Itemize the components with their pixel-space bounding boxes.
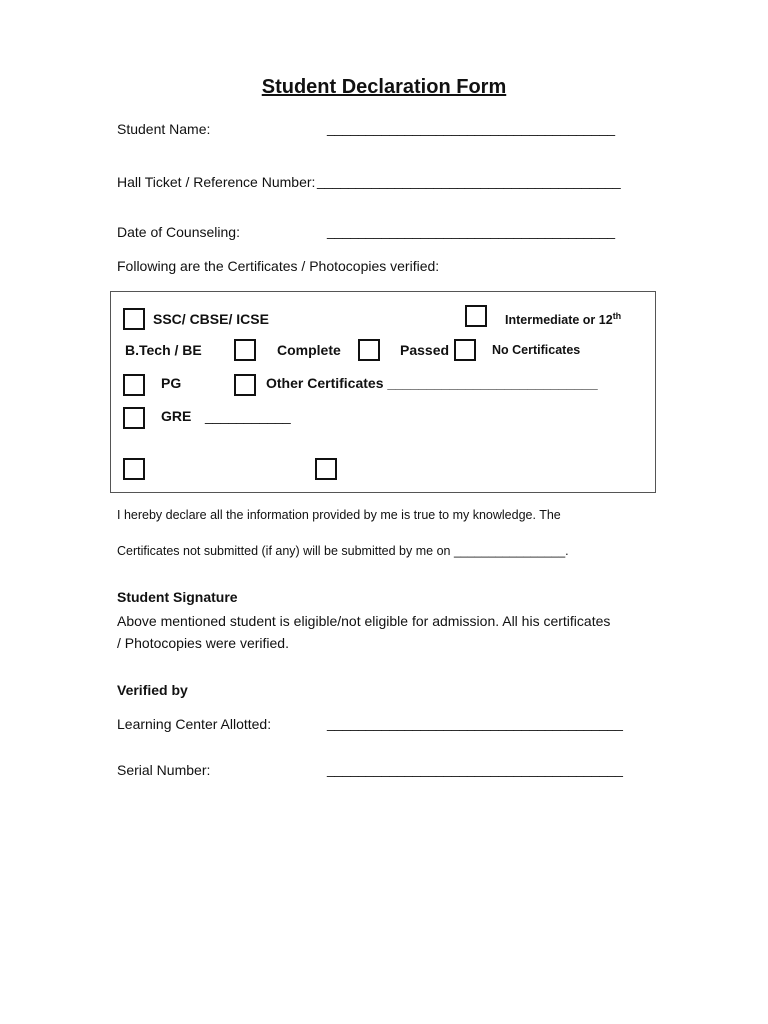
extra-checkbox-right[interactable] [315,458,337,480]
student-name-label: Student Name: [117,121,211,137]
serial-number-field[interactable]: ______________________________________ [327,761,623,777]
passed-checkbox[interactable] [454,339,476,361]
complete-label: Complete [277,342,341,358]
counseling-date-label: Date of Counseling: [117,224,240,240]
hall-ticket-label: Hall Ticket / Reference Number: [117,174,316,190]
declaration-line-2: Certificates not submitted (if any) will be submitted by me on ________________. [117,544,569,558]
ssc-label: SSC/ CBSE/ ICSE [153,311,269,327]
counseling-date-field[interactable]: _____________________________________ [327,223,616,239]
gre-checkbox[interactable] [123,407,145,429]
intermediate-checkbox[interactable] [465,305,487,327]
pg-label: PG [161,375,182,391]
ssc-checkbox[interactable] [123,308,145,330]
gre-label: GRE [161,408,192,424]
student-name-field[interactable]: _____________________________________ [327,120,616,136]
verified-by-heading: Verified by [117,682,188,698]
intermediate-text: Intermediate or 12 [505,313,613,328]
no-certificates-label: No Certificates [492,343,581,357]
serial-number-label: Serial Number: [117,762,211,778]
complete-checkbox[interactable] [358,339,380,361]
student-signature-heading: Student Signature [117,589,238,605]
learning-center-label: Learning Center Allotted: [117,716,272,732]
eligibility-text-2: / Photocopies were verified. [117,635,289,651]
form-title: Student Declaration Form [261,76,507,98]
other-certificates-text: Other Certificates [266,375,384,391]
btech-label: B.Tech / BE [125,342,202,358]
other-checkbox[interactable] [234,374,256,396]
passed-label: Passed [400,342,450,358]
learning-center-field[interactable]: ______________________________________ [327,715,623,731]
other-certificates-field[interactable]: ___________________________ [387,375,598,391]
intermediate-label [505,311,621,327]
other-certificates-label [266,375,598,391]
btech-checkbox[interactable] [234,339,256,361]
pg-checkbox[interactable] [123,374,145,396]
extra-checkbox-left[interactable] [123,458,145,480]
declaration-line-1: I hereby declare all the information provided by me is true to my knowledge. The [117,508,561,522]
certificates-intro: Following are the Certificates / Photocopies verified: [117,258,440,274]
eligibility-text-1: Above mentioned student is eligible/not eligible for admission. All his certificates [117,613,611,629]
intermediate-superscript: th [612,311,622,321]
gre-field[interactable]: ___________ [205,408,291,424]
hall-ticket-field[interactable]: _______________________________________ [317,173,621,189]
